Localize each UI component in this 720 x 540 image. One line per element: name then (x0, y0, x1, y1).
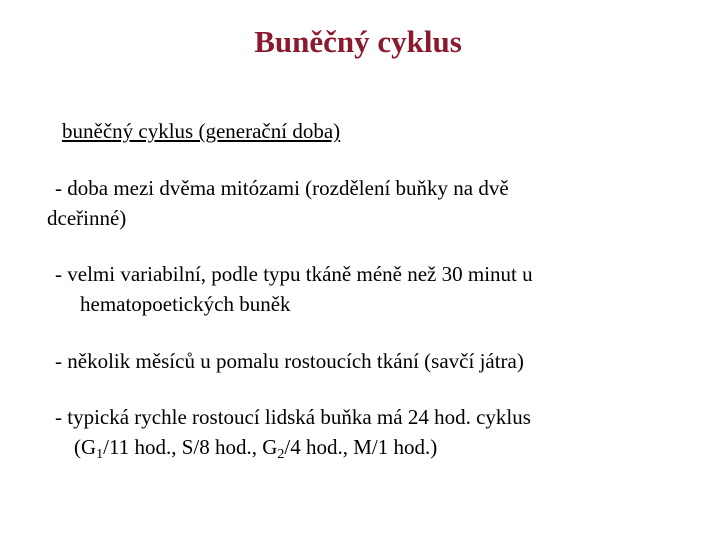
bullet-1-line-1: - doba mezi dvěma mitózami (rozdělení buňky na dvě (55, 176, 509, 200)
phase-text-end: /4 hod., M/1 hod.) (284, 435, 438, 459)
subtitle: buněčný cyklus (generační doba) (62, 119, 341, 143)
bullet-2-line-2: hematopoetických buněk (80, 292, 291, 316)
bullet-4-line-2 (74, 432, 437, 462)
slide-title: Buněčný cyklus (254, 24, 462, 59)
phase-text-middle: /11 hod., S/8 hod., G (103, 435, 278, 459)
bullet-1-line-2: dceřinné) (47, 206, 127, 230)
phase-text-open: (G (74, 435, 97, 459)
bullet-3-line-1: - několik měsíců u pomalu rostoucích tkání (savčí játra) (55, 349, 524, 373)
bullet-2-line-1: - velmi variabilní, podle typu tkáně méně než 30 minut u (55, 262, 533, 286)
bullet-4-line-1: - typická rychle rostoucí lidská buňka má 24 hod. cyklus (55, 405, 531, 429)
g1-subscript: 1 (96, 447, 104, 462)
g2-subscript: 2 (277, 447, 285, 462)
